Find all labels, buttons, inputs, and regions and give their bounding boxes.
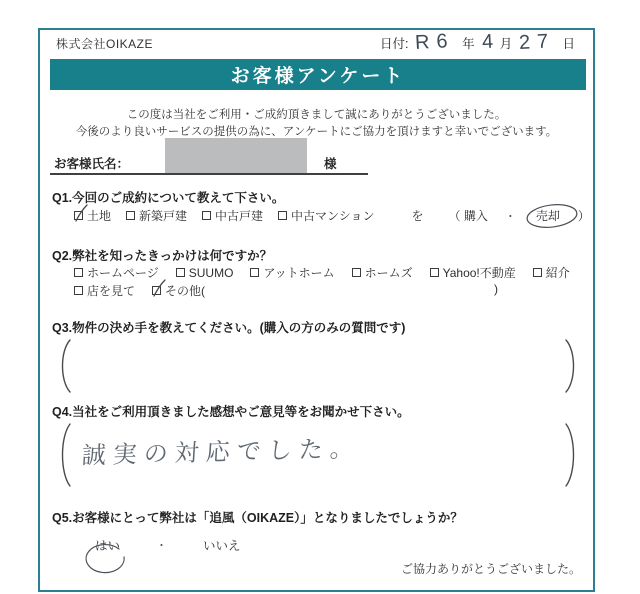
q2-option-saw-shop bbox=[74, 282, 135, 299]
handwritten-circle-icon bbox=[81, 544, 133, 582]
q2-option-label: アットホーム bbox=[263, 266, 335, 280]
q2-option-label: 店を見て bbox=[87, 284, 136, 298]
date-year-suffix: 年 bbox=[462, 37, 475, 51]
q3-answer-area bbox=[54, 338, 582, 394]
q1-sell-label: 売却 bbox=[535, 209, 560, 223]
q2-option-suumo bbox=[176, 266, 234, 280]
right-bracket-icon bbox=[562, 422, 582, 488]
q3-title: Q3.物件の決め手を教えてください。(購入の方のみの質問です) bbox=[52, 321, 406, 335]
checkbox-icon bbox=[74, 211, 83, 220]
left-bracket-icon bbox=[54, 338, 74, 394]
intro-line-2: 今後のより良いサービスの提供の為に、アンケートにご協力を頂けますと幸いでございます。 bbox=[75, 126, 558, 138]
checkbox-icon bbox=[176, 268, 185, 277]
checkbox-icon bbox=[250, 268, 259, 277]
date-day-handwritten: 27 bbox=[518, 30, 557, 54]
q2-option-yahoo bbox=[430, 264, 516, 281]
q2-option-label: Yahoo!不動産 bbox=[442, 266, 516, 280]
q1-option-label: 新築戸建 bbox=[139, 209, 188, 223]
closing-thanks: ご協力ありがとうございました。 bbox=[400, 562, 581, 576]
q4-title: Q4.当社をご利用頂きました感想やご意見等をお聞かせ下さい。 bbox=[52, 405, 410, 419]
q2-option-label: SUUMO bbox=[188, 265, 234, 280]
q4-answer-area bbox=[54, 422, 582, 488]
intro-line-1: この度は当社をご利用・ご成約頂きまして誠にありがとうございました。 bbox=[126, 109, 507, 121]
q5-yes-label: はい bbox=[95, 539, 121, 553]
company-name: 株式会社OIKAZE bbox=[56, 37, 154, 51]
customer-name-underline bbox=[50, 173, 368, 175]
q1-circled-sell bbox=[533, 207, 563, 224]
date-day-suffix: 日 bbox=[562, 37, 575, 51]
checkbox-icon bbox=[74, 268, 83, 277]
customer-name-label: お客様氏名： bbox=[54, 157, 130, 171]
date-row bbox=[380, 29, 575, 55]
q4-handwritten-answer: 誠実の対応でした。 bbox=[81, 435, 362, 470]
date-month-suffix: 月 bbox=[499, 37, 513, 51]
q2-option-referral bbox=[533, 264, 570, 281]
q2-title: Q2.弊社を知ったきっかけは何ですか？ bbox=[52, 249, 273, 263]
checkbox-icon bbox=[152, 286, 161, 295]
survey-form-frame bbox=[38, 28, 595, 592]
checkbox-icon bbox=[430, 268, 439, 277]
checkbox-icon bbox=[533, 268, 542, 277]
q1-options-row bbox=[74, 207, 590, 224]
customer-honorific: 様 bbox=[324, 157, 337, 171]
q1-option-label: 中古マンション bbox=[291, 209, 375, 223]
q2-option-homes bbox=[352, 264, 413, 281]
q2-option-label: その他( bbox=[165, 284, 206, 298]
q5-title: Q5.お客様にとって弊社は「追風（OIKAZE）」となりましたでしょうか？ bbox=[52, 511, 463, 525]
q2-options-row-1 bbox=[74, 264, 570, 281]
q1-option-label: 土地 bbox=[87, 209, 112, 223]
handwritten-circle-icon bbox=[525, 201, 579, 231]
checkbox-icon bbox=[126, 211, 135, 220]
q2-option-label: 紹介 bbox=[545, 266, 570, 280]
checkbox-icon bbox=[74, 286, 83, 295]
q2-options-row-2 bbox=[74, 282, 205, 299]
date-label: 日付: bbox=[380, 37, 409, 51]
survey-title-banner bbox=[50, 59, 586, 90]
q1-paren-open-buy: （ 購入 bbox=[448, 209, 488, 223]
q1-title: Q1.今回のご成約について教えて下さい。 bbox=[52, 191, 285, 205]
q1-particle: を bbox=[411, 209, 424, 223]
checkbox-icon bbox=[278, 211, 287, 220]
q1-option-new-house bbox=[126, 207, 187, 224]
redacted-customer-name-box bbox=[165, 138, 307, 173]
q1-option-label: 中古戸建 bbox=[215, 209, 264, 223]
checkbox-icon bbox=[202, 211, 211, 220]
right-bracket-icon bbox=[562, 338, 582, 394]
q5-options-row bbox=[95, 536, 241, 554]
q1-separator-dot: ・ bbox=[504, 210, 516, 223]
survey-title: お客様アンケート bbox=[230, 66, 406, 87]
left-bracket-icon bbox=[54, 422, 74, 488]
q2-option-other bbox=[152, 282, 205, 299]
date-month-handwritten: 4 bbox=[481, 30, 494, 54]
checkbox-icon bbox=[352, 268, 361, 277]
date-year-handwritten: R6 bbox=[414, 29, 456, 55]
q2-option-label: ホームズ bbox=[364, 266, 413, 280]
handwritten-check-icon bbox=[150, 278, 168, 298]
q2-other-close-paren: ) bbox=[494, 282, 498, 296]
q1-option-land bbox=[74, 207, 111, 224]
handwritten-check-icon bbox=[72, 203, 90, 223]
q2-option-athome bbox=[250, 264, 334, 281]
q5-option-yes bbox=[95, 536, 120, 554]
q2-option-label: ホームページ bbox=[87, 266, 159, 280]
q2-option-homepage bbox=[74, 264, 159, 281]
q5-option-no: いいえ bbox=[203, 539, 241, 553]
q5-separator-dot: ・ bbox=[156, 540, 168, 552]
q1-option-used-house bbox=[202, 207, 263, 224]
q1-option-used-mansion bbox=[278, 207, 374, 224]
q1-paren-close: ） bbox=[577, 209, 590, 223]
